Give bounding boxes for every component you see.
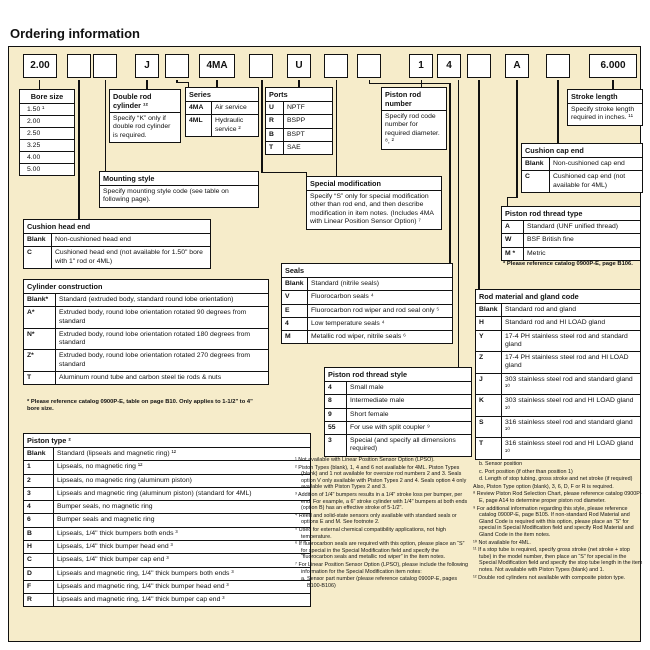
double-rod-cylinder-box bbox=[109, 89, 181, 143]
row-description: Non-cushioned head end bbox=[55, 236, 131, 243]
ports-table bbox=[265, 87, 333, 155]
row-description: Lipseals and magnetic ring, 1/4" thick bumper cap end ³ bbox=[57, 596, 225, 604]
piston-type-table bbox=[23, 433, 311, 607]
footnote: ⁵ Used for external chemical compatibility applications, not high temperature. bbox=[295, 526, 446, 540]
table-title: Cushion cap end bbox=[522, 144, 642, 158]
table-row bbox=[282, 278, 452, 291]
table-body bbox=[325, 382, 471, 456]
row-description: Low temperature seals ⁴ bbox=[311, 319, 385, 327]
piston-rod-number-box bbox=[381, 87, 447, 150]
row-code: 3 bbox=[24, 488, 54, 500]
row-code: R bbox=[24, 594, 54, 606]
table-title: Bore size bbox=[20, 90, 74, 104]
row-description: Air service bbox=[215, 104, 247, 111]
table-body bbox=[186, 102, 258, 136]
row-description: Lipseals and magnetic ring, 1/4" thick bumpers both ends ³ bbox=[57, 569, 234, 577]
connector-line bbox=[421, 80, 423, 87]
connector-line bbox=[146, 80, 148, 89]
bore-size-table bbox=[19, 89, 75, 176]
row-code: Z bbox=[476, 352, 502, 373]
row-description: 303 stainless steel rod and standard gland ¹⁰ bbox=[505, 375, 633, 391]
row-code: 3 bbox=[325, 435, 347, 456]
code-box-series: 4MA bbox=[199, 54, 235, 78]
row-code: 6 bbox=[24, 514, 54, 526]
table-row: 4.00 bbox=[20, 152, 74, 164]
table-row: 5.00 bbox=[27, 166, 41, 173]
cylinder-construction-footnote: * Please reference catalog 0900P-E, table on page B10. Only applies to 1-1/2" to 4" bore size. bbox=[27, 399, 253, 413]
row-description: Extruded body, round lobe orientation rotated 180 degrees from standard bbox=[59, 330, 251, 347]
footnote: ⁷ For Linear Position Sensor Option (LPSO), please include the following information for the Special Modification item notes: bbox=[295, 561, 469, 575]
table-title: Seals bbox=[282, 264, 452, 278]
row-code: 4 bbox=[24, 501, 54, 513]
row-description: Cushioned cap end (not available for 4ML) bbox=[553, 173, 626, 189]
table-row bbox=[24, 488, 310, 501]
table-body bbox=[266, 102, 332, 154]
table-body bbox=[502, 221, 640, 260]
table-title: Mounting style bbox=[100, 172, 258, 186]
footnote: ¹ Not available with Linear Position Sensor Option (LPSO). bbox=[295, 457, 435, 463]
row-description: NPTF bbox=[287, 104, 305, 111]
row-code: 4ML bbox=[186, 115, 212, 136]
table-row bbox=[502, 234, 640, 247]
row-description: Standard (lipseals and magnetic ring) ¹² bbox=[57, 450, 177, 457]
row-description: Standard (extruded body, standard round lobe orientation) bbox=[59, 296, 234, 303]
row-code: J bbox=[476, 374, 502, 395]
table-title: Stroke length bbox=[568, 90, 642, 104]
table-row bbox=[476, 395, 640, 417]
table-row bbox=[24, 568, 310, 581]
footnote: Also, Piston Type option (blank), 3, 6, D, F or R is required. bbox=[473, 483, 614, 490]
table-row bbox=[266, 142, 332, 154]
footnote: d. Length of stop tubing, gross stroke and net stroke (if required) bbox=[479, 476, 633, 483]
table-title: Special modification bbox=[307, 177, 441, 191]
row-code: R bbox=[266, 115, 284, 127]
row-code: D bbox=[24, 568, 54, 580]
connector-line bbox=[478, 80, 480, 289]
table-body bbox=[24, 234, 210, 268]
footnote: ⁹ For additional information regarding this style, please reference catalog 0900P-E, page B105. If non-standard Rod Material and Gland Code is required with this option, please place an “S” for special in Special Modification field and specify Rod Material and Gland Code in the item notes. bbox=[473, 505, 634, 538]
table-body bbox=[282, 278, 452, 343]
row-code: C bbox=[24, 554, 54, 566]
row-code: Blank* bbox=[24, 294, 56, 306]
table-body bbox=[476, 304, 640, 459]
table-row bbox=[325, 395, 471, 408]
row-description: Lipseals and magnetic ring (aluminum piston) (standard for 4ML) bbox=[57, 489, 252, 497]
table-row bbox=[325, 382, 471, 395]
row-code: B bbox=[266, 129, 284, 141]
table-row bbox=[522, 158, 642, 171]
table-row bbox=[522, 171, 642, 192]
footnote: c. Port position (if other than position 1) bbox=[479, 468, 573, 475]
row-code: T bbox=[24, 372, 56, 384]
table-row bbox=[266, 102, 332, 115]
table-row: 2.50 bbox=[20, 128, 74, 140]
connector-line bbox=[557, 80, 559, 143]
row-description: Metric bbox=[527, 249, 546, 257]
table-row bbox=[24, 448, 310, 461]
connector-line bbox=[516, 80, 518, 198]
row-code: 2 bbox=[24, 475, 54, 487]
table-body bbox=[20, 104, 74, 175]
table-row bbox=[24, 541, 310, 554]
table-row bbox=[282, 305, 452, 318]
row-code: A* bbox=[24, 307, 56, 328]
table-row bbox=[476, 438, 640, 459]
row-code: Blank bbox=[522, 158, 550, 170]
info-text: Specify mounting style code (see table on following page). bbox=[103, 188, 229, 204]
table-row bbox=[476, 331, 640, 353]
code-box-thread-style: 4 bbox=[437, 54, 461, 78]
row-code: 4 bbox=[325, 382, 347, 394]
row-description: BSPT bbox=[287, 130, 305, 138]
row-description: Short female bbox=[350, 410, 389, 418]
row-code: U bbox=[266, 102, 284, 114]
row-code: B bbox=[24, 528, 54, 540]
row-description: Hydraulic service ² bbox=[215, 117, 244, 133]
row-code: H bbox=[476, 317, 502, 329]
row-description: Standard (nitrile seals) bbox=[311, 280, 379, 287]
connector-line bbox=[612, 80, 614, 89]
row-code: E bbox=[282, 305, 308, 317]
table-row bbox=[502, 221, 640, 234]
row-code: T bbox=[266, 142, 284, 154]
page-title: Ordering information bbox=[10, 26, 140, 41]
row-description: Bumper seals and magnetic ring bbox=[57, 516, 155, 524]
info-text: Specify rod code number for required diameter. ⁸, ² bbox=[385, 113, 440, 146]
connector-line bbox=[336, 80, 338, 176]
row-code: A bbox=[502, 221, 524, 233]
table-row bbox=[24, 372, 268, 384]
code-box-10 bbox=[357, 54, 381, 78]
code-box-9 bbox=[324, 54, 348, 78]
connector-line bbox=[78, 80, 80, 219]
row-description: 17-4 PH stainless steel rod and standard gland bbox=[505, 332, 628, 348]
row-description: Non-cushioned cap end bbox=[553, 160, 625, 167]
row-description: Fluorocarbon seals ⁴ bbox=[311, 293, 374, 301]
table-row bbox=[24, 234, 210, 247]
footnote: ³ Addition of 1/4" bumpers results in a 1/4" stroke loss per bumper, per end. For example, a 6" stroke cylinder with 1/4" bumpers at both ends (option B) has an effective stroke of 5-1/2". bbox=[295, 491, 468, 512]
connector-line bbox=[507, 197, 509, 207]
table-row bbox=[24, 594, 310, 606]
row-description: Standard rod and HI LOAD gland bbox=[505, 319, 606, 327]
footnote: a. Sensor part number (please reference catalog 0900P-E, pages B100-B106) bbox=[301, 576, 458, 589]
code-box-double-rod bbox=[67, 54, 91, 78]
row-description: Lipseals, 1/4" thick bumper head end ³ bbox=[57, 542, 173, 550]
code-box-thread-type: A bbox=[505, 54, 529, 78]
code-box-ports: U bbox=[287, 54, 311, 78]
table-row: 1.50 ¹ bbox=[20, 104, 74, 116]
table-row bbox=[24, 581, 310, 594]
row-code: W bbox=[502, 234, 524, 246]
mounting-style-box bbox=[99, 171, 259, 208]
connector-line bbox=[298, 80, 300, 87]
table-row bbox=[476, 374, 640, 396]
table-row bbox=[186, 115, 258, 136]
table-title: Ports bbox=[266, 88, 332, 102]
connector-line bbox=[261, 172, 307, 174]
code-box-rod-number: 1 bbox=[409, 54, 433, 78]
table-row bbox=[282, 291, 452, 304]
row-description: Extruded body, round lobe orientation rotated 90 degrees from standard bbox=[59, 309, 247, 325]
cushion-head-end-table bbox=[23, 219, 211, 269]
table-row bbox=[24, 554, 310, 567]
cushion-cap-end-table bbox=[521, 143, 643, 193]
table-row bbox=[24, 514, 310, 527]
row-code: T bbox=[476, 438, 502, 459]
cylinder-construction-table bbox=[23, 279, 269, 385]
row-description: Standard rod and gland bbox=[505, 306, 577, 313]
row-code: F bbox=[24, 581, 54, 593]
row-code: 1 bbox=[24, 461, 54, 473]
row-code: V bbox=[282, 291, 308, 303]
row-code: 4 bbox=[282, 318, 308, 330]
row-description: Lipseals and magnetic ring, 1/4" thick bumper head end ³ bbox=[57, 582, 229, 590]
stroke-length-box bbox=[567, 89, 643, 126]
code-box-stroke: 6.000 bbox=[589, 54, 637, 78]
connector-line bbox=[261, 80, 263, 173]
piston-rod-thread-type-table bbox=[501, 206, 641, 261]
code-box-bore: 2.00 bbox=[23, 54, 57, 78]
table-row: 3.25 bbox=[20, 140, 74, 152]
row-description: Metallic rod wiper, nitrile seals ⁶ bbox=[311, 333, 406, 341]
footnote: b. Sensor position bbox=[479, 461, 523, 467]
info-text: Specify stroke length required in inches. ¹¹ bbox=[571, 106, 635, 122]
table-row bbox=[24, 350, 268, 372]
table-title: Piston type ² bbox=[24, 434, 310, 448]
table-body bbox=[24, 294, 268, 384]
row-code: 8 bbox=[325, 395, 347, 407]
footnotes-middle-column bbox=[295, 457, 469, 590]
table-title: Cushion head end bbox=[24, 220, 210, 234]
row-description: 303 stainless steel rod and HI LOAD gland ¹⁰ bbox=[505, 397, 634, 413]
table-row bbox=[282, 318, 452, 331]
row-description: For use with split coupler ⁹ bbox=[350, 423, 430, 431]
series-table bbox=[185, 87, 259, 137]
code-box-rod-material bbox=[467, 54, 491, 78]
piston-rod-thread-style-table bbox=[324, 367, 472, 457]
connector-line bbox=[507, 197, 518, 199]
connector-line bbox=[39, 80, 41, 89]
table-body bbox=[24, 448, 310, 606]
row-description: Bumper seals, no magnetic ring bbox=[57, 503, 153, 511]
connector-line bbox=[105, 80, 107, 171]
footnote: ¹² Double rod cylinders not available with composite piston type. bbox=[473, 574, 626, 581]
footnote: ⁸ Review Piston Rod Selection Chart, please reference catalog 0900P-E, page A14 to determine proper piston rod diameter. bbox=[473, 491, 642, 504]
row-code: Z* bbox=[24, 350, 56, 371]
code-box-mounting bbox=[93, 54, 117, 78]
table-row bbox=[186, 102, 258, 115]
table-row bbox=[24, 329, 268, 351]
row-code: 4MA bbox=[186, 102, 212, 114]
row-code: 55 bbox=[325, 422, 347, 434]
row-description: Intermediate male bbox=[350, 397, 405, 405]
table-title: Series bbox=[186, 88, 258, 102]
table-row bbox=[24, 307, 268, 329]
row-description: SAE bbox=[287, 143, 301, 151]
row-description: 316 stainless steel rod and standard gland ¹⁰ bbox=[505, 418, 633, 435]
table-row bbox=[325, 409, 471, 422]
table-row bbox=[476, 317, 640, 330]
footnote: ² Piston Types (blank), 1, 4 and 6 not available for 4ML. Piston Types (blank) and 1 not available for oversize rod numbers 2 and 3. Seals option V only available with Piston Types 2 and 4. Seals option 4 only available with Piston Types 2 and 3. bbox=[295, 464, 467, 491]
info-text: Specify “S” only for special modification other than rod end, and then describe modification in item notes. (Includes 4MA with Linear Position Sensor Option) ⁷ bbox=[310, 193, 434, 226]
table-title: Cylinder construction bbox=[24, 280, 268, 294]
row-code: M bbox=[282, 331, 308, 343]
row-description: Cushioned head end (not available for 1.50" bore with 1" rod or 4ML) bbox=[55, 249, 203, 265]
table-row bbox=[24, 475, 310, 488]
table-row bbox=[476, 352, 640, 374]
row-description: Small male bbox=[350, 384, 384, 391]
row-description: BSPP bbox=[287, 117, 306, 125]
table-row: 2.00 bbox=[20, 116, 74, 128]
table-title: Piston rod number bbox=[382, 88, 446, 111]
footnotes-right-column bbox=[473, 461, 643, 582]
table-row bbox=[476, 417, 640, 439]
row-code: K bbox=[476, 395, 502, 416]
row-description: Special (and specify all dimensions required) bbox=[350, 437, 456, 453]
table-row bbox=[266, 115, 332, 128]
table-row bbox=[266, 129, 332, 142]
code-box-special bbox=[249, 54, 273, 78]
table-row bbox=[502, 248, 640, 260]
row-code: H bbox=[24, 541, 54, 553]
row-description: 17-4 PH stainless steel rod and HI LOAD gland bbox=[505, 354, 629, 370]
row-description: 316 stainless steel rod and HI LOAD gland ¹⁰ bbox=[505, 440, 634, 456]
table-title: Double rod cylinder ¹² bbox=[110, 90, 180, 113]
row-code: M * bbox=[502, 248, 524, 260]
footnote: ⁶ If fluorocarbon seals are required with this option, please place an “S” for special in the Special Modification field and specify the “fluorocarbon seals and metallic rod wiper” in the item notes. bbox=[295, 541, 465, 561]
row-code: Blank bbox=[24, 234, 52, 246]
table-row bbox=[24, 247, 210, 268]
row-code: Y bbox=[476, 331, 502, 352]
seals-table bbox=[281, 263, 453, 344]
rod-material-gland-table bbox=[475, 289, 641, 460]
row-code: Blank bbox=[24, 448, 54, 460]
row-description: Standard (UNF unified thread) bbox=[527, 223, 619, 230]
footnote: ⁴ Reed and solid-state sensors only available with standard seals or options E and M. See footnote 2. bbox=[295, 512, 457, 526]
thread-type-footnote: * Please reference catalog 0900P-E, page B106. bbox=[503, 261, 633, 267]
code-box-construction bbox=[165, 54, 189, 78]
connector-line bbox=[458, 80, 460, 367]
table-title: Rod material and gland code bbox=[476, 290, 640, 304]
row-code: 9 bbox=[325, 409, 347, 421]
table-row bbox=[282, 331, 452, 343]
row-description: Lipseals, 1/4" thick bumpers both ends ³ bbox=[57, 529, 178, 537]
table-row bbox=[24, 461, 310, 474]
row-code: S bbox=[476, 417, 502, 438]
table-body bbox=[522, 158, 642, 192]
row-description: Lipseals, 1/4" thick bumper cap end ³ bbox=[57, 556, 169, 564]
row-description: BSF British fine bbox=[527, 236, 574, 244]
table-row bbox=[325, 435, 471, 456]
ordering-diagram-panel bbox=[8, 46, 641, 642]
row-code: Blank bbox=[476, 304, 502, 316]
row-code: C bbox=[522, 171, 550, 192]
info-text: Specify “K” only if double rod cylinder is required. bbox=[113, 115, 171, 139]
table-row bbox=[325, 422, 471, 435]
footnote: ¹¹ If a stop tube is required, specify gross stroke (net stroke + stop tube) in the model number, then place an “S” for special in the Special Modification field and specify the stop tube length in the item notes. Not available with Piston Types (blank) and 1. bbox=[473, 547, 643, 573]
row-description: Fluorocarbon rod wiper and rod seal only ⁵ bbox=[311, 306, 440, 314]
connector-line bbox=[216, 80, 218, 87]
row-description: Extruded body, round lobe orientation rotated 270 degrees from standard bbox=[59, 352, 251, 368]
table-row bbox=[476, 304, 640, 317]
row-code: Blank bbox=[282, 278, 308, 290]
footnote: ¹⁰ Not available for 4ML. bbox=[473, 539, 531, 546]
table-row bbox=[24, 294, 268, 307]
row-description: Lipseals, no magnetic ring (aluminum piston) bbox=[57, 476, 192, 484]
table-title: Piston rod thread type bbox=[502, 207, 640, 221]
table-row bbox=[24, 501, 310, 514]
code-box-j: J bbox=[135, 54, 159, 78]
row-description: Aluminum round tube and carbon steel tie rods & nuts bbox=[59, 373, 222, 381]
table-row bbox=[24, 528, 310, 541]
connector-line bbox=[369, 83, 451, 85]
table-title: Piston rod thread style bbox=[325, 368, 471, 382]
row-code: N* bbox=[24, 329, 56, 350]
row-code: C bbox=[24, 247, 52, 268]
row-description: Lipseals, no magnetic ring ¹² bbox=[57, 463, 143, 471]
special-modification-box bbox=[306, 176, 442, 230]
code-box-cushion-cap bbox=[546, 54, 570, 78]
connector-line bbox=[449, 83, 451, 264]
